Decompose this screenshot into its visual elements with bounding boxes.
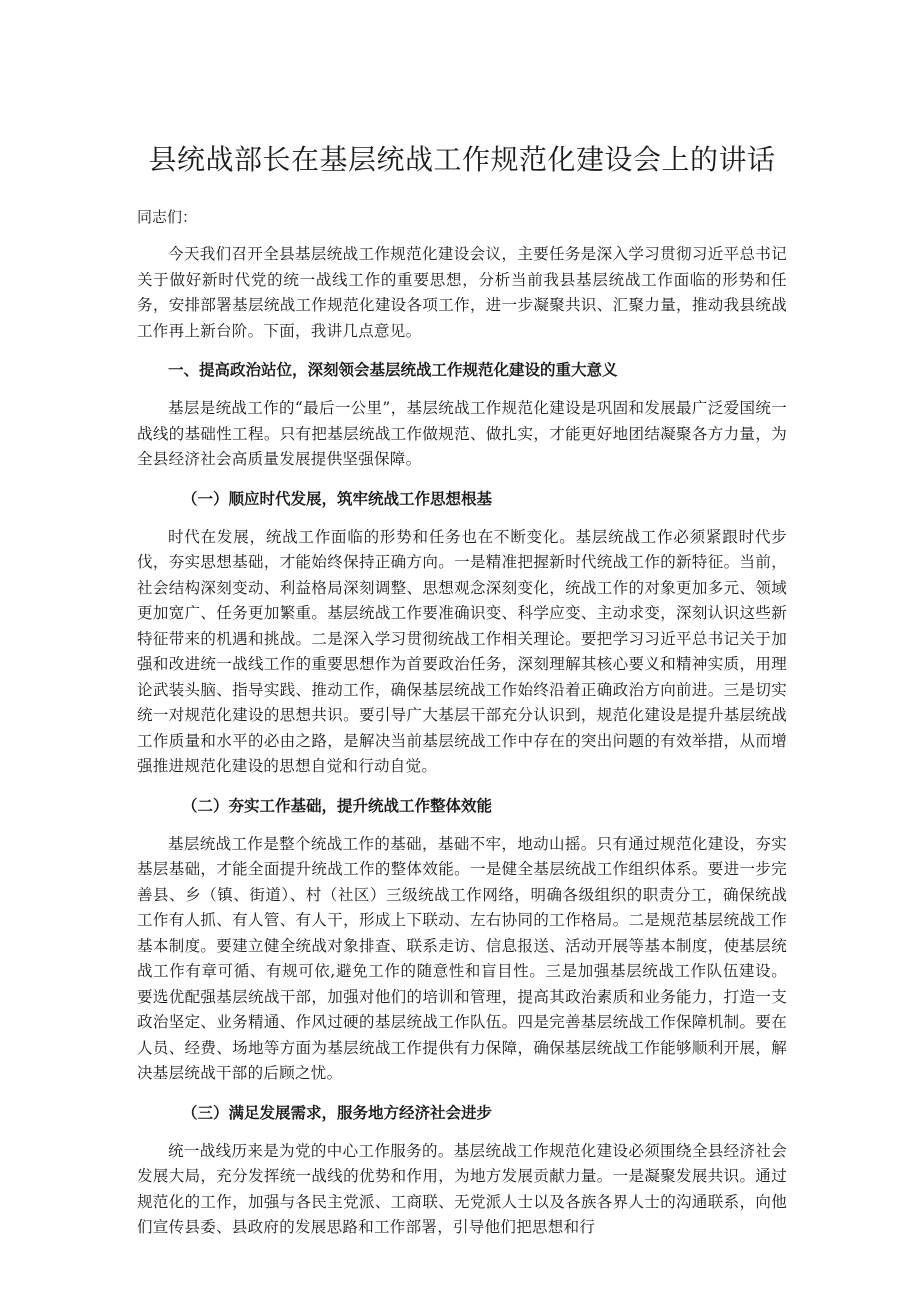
section-1-heading: 一、提高政治站位，深刻领会基层统战工作规范化建设的重大意义 [168, 360, 618, 379]
subsection-3-heading: （三）满足发展需求，服务地方经济社会进步 [182, 1102, 493, 1122]
subsection-1-heading: （一）顺应时代发展，筑牢统战工作思想根基 [182, 488, 493, 508]
subsection-2-paragraph: 基层统战工作是整个统战工作的基础，基础不牢，地动山摇。只有通过规范化建设，夯实基层基础，才能全面提升统战工作的整体效能。一是健全基层统战工作组织体系。要进一步完善县、乡（镇、街道）、村（社区）三级统战工作网络，明确各级组织的职责分工，确保统战工作有人抓、有人管、有人干，形成上下联动、左右协同的工作格局。二是规范基层统战工作基本制度。要建立健全统战对象排查、联系走访、信息报送、活动开展等基本制度，使基层统战工作有章可循、有规可依,避免工作的随意性和盲目性。三是加强基层统战工作队伍建设。要选优配强基层统战干部，加强对他们的培训和管理，提高其政治素质和业务能力，打造一支政治坚定、业务精通、作风过硬的基层统战工作队伍。四是完善基层统战工作保障机制。要在人员、经费、场地等方面为基层统战工作提供有力保障，确保基层统战工作能够顺利开展，解决基层统战干部的后顾之忧。 [137, 834, 787, 1082]
document-title: 县统战部长在基层统战工作规范化建设会上的讲话 [148, 143, 776, 176]
subsection-3-paragraph: 统一战线历来是为党的中心工作服务的。基层统战工作规范化建设必须围绕全县经济社会发展大局，充分发挥统一战线的优势和作用，为地方发展贡献力量。一是凝聚发展共识。通过规范化的工作，加强与各民主党派、工商联、无党派人士以及各族各界人士的沟通联系，向他们宣传县委、县政府的发展思路和工作部署，引导他们把思想和行 [137, 1141, 787, 1236]
subsection-2-heading: （二）夯实工作基础，提升统战工作整体效能 [182, 795, 493, 815]
subsection-1-paragraph: 时代在发展，统战工作面临的形势和任务也在不断变化。基层统战工作必须紧跟时代步伐，夯实思想基础，才能始终保持正确方向。一是精准把握新时代统战工作的新特征。当前，社会结构深刻变动、利益格局深刻调整、思想观念深刻变化，统战工作的对象更加多元、领域更加宽广、任务更加繁重。基层统战工作要准确识变、科学应变、主动求变，深刻认识这些新特征带来的机遇和挑战。二是深入学习贯彻统战工作相关理论。要把学习习近平总书记关于加强和改进统一战线工作的重要思想作为首要政治任务，深刻理解其核心要义和精神实质，用理论武装头脑、指导实践、推动工作，确保基层统战工作始终沿着正确政治方向前进。三是切实统一对规范化建设的思想共识。要引导广大基层干部充分认识到，规范化建设是提升基层统战工作质量和水平的必由之路，是解决当前基层统战工作中存在的突出问题的有效举措，从而增强推进规范化建设的思想自觉和行动自觉。 [137, 527, 787, 775]
intro-paragraph: 今天我们召开全县基层统战工作规范化建设会议，主要任务是深入学习贯彻习近平总书记关于做好新时代党的统一战线工作的重要思想，分析当前我县基层统战工作面临的形势和任务，安排部署基层统战工作规范化建设各项工作，进一步凝聚共识、汇聚力量，推动我县统战工作再上新台阶。下面，我讲几点意见。 [137, 245, 787, 340]
salutation: 同志们： [137, 208, 198, 226]
section-1-paragraph: 基层是统战工作的“最后一公里”，基层统战工作规范化建设是巩固和发展最广泛爱国统一战线的基础性工程。只有把基层统战工作做规范、做扎实，才能更好地团结凝聚各方力量，为全县经济社会高质量发展提供坚强保障。 [137, 399, 787, 468]
